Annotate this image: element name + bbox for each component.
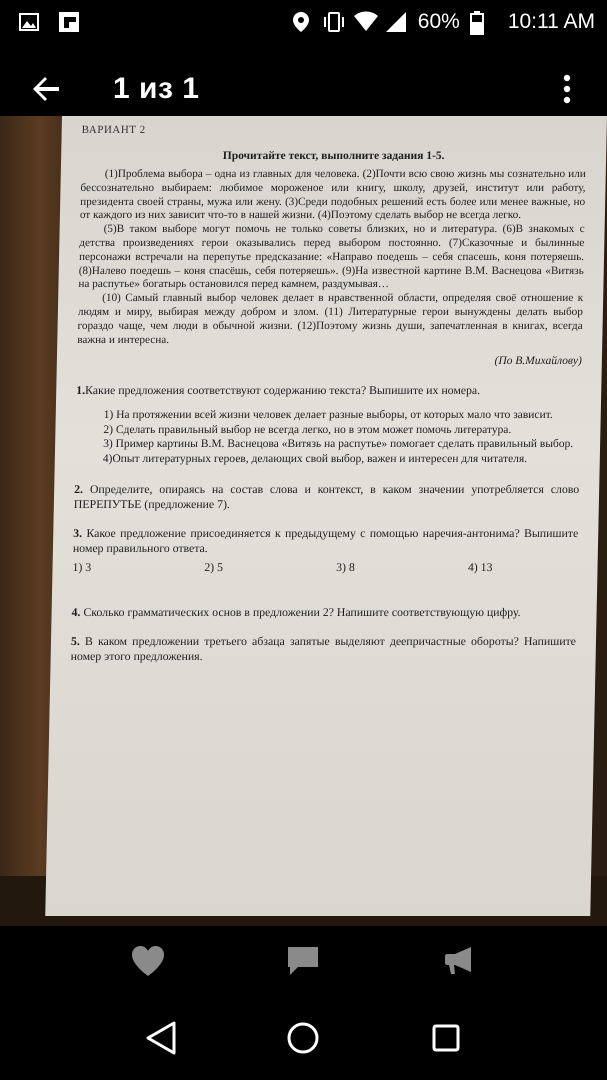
like-button[interactable] <box>123 936 173 986</box>
q3-answer-2: 2) 5 <box>204 560 224 575</box>
question-3 <box>73 526 579 556</box>
back-button[interactable] <box>23 65 71 113</box>
q3-answer-3: 3) 8 <box>335 560 355 575</box>
question-1-text: Какие предложения соответствуют содержанию текста? Выпишите их номера. <box>84 383 481 398</box>
system-navigation-bar <box>0 996 607 1080</box>
q3-answer-4: 4) 13 <box>467 560 493 575</box>
flipboard-icon <box>58 11 80 33</box>
exam-paper-sheet <box>45 116 607 916</box>
variant-label: ВАРИАНТ 2 <box>81 124 146 136</box>
clock: 10:11 AM <box>507 10 595 33</box>
nav-recents-button[interactable] <box>418 1010 474 1066</box>
q1-option-1: 1) На протяжении всей жизни человек делает разные выборы, от которых мало что зависит. <box>103 409 553 422</box>
question-3-text: Какое предложение присоединяется к предыдущему с помощью наречия-антонима? Выпишите номер правильного ответа. <box>72 526 579 556</box>
wifi-icon <box>354 11 376 33</box>
location-icon <box>290 11 312 33</box>
nav-home-button[interactable] <box>275 1010 331 1066</box>
arrow-left-icon <box>31 73 63 105</box>
status-bar <box>0 0 607 44</box>
q3-answer-options <box>72 560 492 575</box>
text-paragraph-1: (1)Проблема выбора – одна из главных для человека. (2)Почти всю свою жизнь мы сознательно или бессознательно выбираем: любимое мороженое или книгу, школу, друзей, институт или работу, президента своей страны, мужа или жену. (3)Среди подобных решений есть более или менее важные, но от каждого из них зависит что-то в нашей жизни. (4)Поэтому сделать выбор не всегда легко. <box>79 168 586 222</box>
comment-icon <box>286 945 320 977</box>
q3-answer-1: 1) 3 <box>72 560 92 575</box>
author-attribution: (По В.Михайлову) <box>494 355 582 368</box>
battery-percent: 60% <box>417 10 460 33</box>
megaphone-icon <box>443 945 475 977</box>
question-4 <box>71 605 576 620</box>
more-options-button[interactable] <box>549 65 585 113</box>
question-3-number: 3. <box>73 526 83 541</box>
question-2-text: Определите, опираясь на состав слова и контекст, в каком значении употребляется слово ПЕРЕПУТЬЕ (предложение 7). <box>73 482 580 512</box>
vibrate-icon <box>322 11 344 33</box>
battery-icon <box>470 11 492 33</box>
nav-back-button[interactable] <box>133 1010 189 1066</box>
text-paragraph-3: (10) Самый главный выбор человек делает в нравственной области, определяя своё отношение к людям и миру, выбирая между добром и злом. (11) Литературные герои вынуждены делать выбор гораздо чаще, чем люди в обычной жизни. (12)Поэтому жизнь души, запечатленная в книгах, всегда важна и интересна. <box>77 292 584 346</box>
image-icon <box>18 11 40 33</box>
question-2-number: 2. <box>74 482 84 497</box>
question-1-number: 1. <box>76 383 86 398</box>
circle-home-icon <box>285 1020 321 1056</box>
question-2 <box>74 482 580 512</box>
task-heading: Прочитайте текст, выполните задания 1-5. <box>222 150 445 162</box>
question-5-text: В каком предложении третьего абзаца запятые выделяют деепричастные обороты? Напишите номер этого предложения. <box>70 634 577 664</box>
text-paragraph-2: (5)В таком выборе могут помочь не только советы близких, но и литература. (6)В знакомых с детства произведениях герои оказывались перед выбором постоянно. (7)Сказочные и былинные персонажи встречали на перепутье предсказание: «Направо поедешь – себя спасешь, коня потеряешь. (8)Налево поедешь – коня спасёшь, себя потеряешь». (9)На известной картине В.М. Васнецова «Витязь на распутье» богатырь остановился перед камнем, раздумывая… <box>78 223 585 291</box>
signal-icon <box>386 11 408 33</box>
comment-button[interactable] <box>278 936 328 986</box>
question-5-number: 5. <box>70 634 81 649</box>
image-counter-title: 1 из 1 <box>113 72 200 105</box>
square-recents-icon <box>430 1022 462 1054</box>
q1-option-2: 2) Сделать правильный выбор не всегда легко, но в этом может помочь литература. <box>103 423 512 436</box>
more-vert-icon <box>563 74 571 104</box>
q1-option-3: 3) Пример картины В.М. Васнецова «Витязь на распутье» помогает сделать правильный выбор. <box>102 438 574 451</box>
question-4-number: 4. <box>71 605 81 620</box>
heart-icon <box>130 945 166 977</box>
photo-viewer[interactable] <box>0 116 607 926</box>
question-1 <box>76 383 581 398</box>
triangle-back-icon <box>144 1020 178 1056</box>
question-4-text: Сколько грамматических основ в предложении 2? Напишите соответствующую цифру. <box>83 605 521 620</box>
question-5 <box>71 634 577 664</box>
photo-action-bar <box>0 926 607 996</box>
share-button[interactable] <box>434 936 484 986</box>
q1-option-4: 4)Опыт литературных героев, делающих свой выбор, важен и интересен для читателя. <box>102 452 528 465</box>
